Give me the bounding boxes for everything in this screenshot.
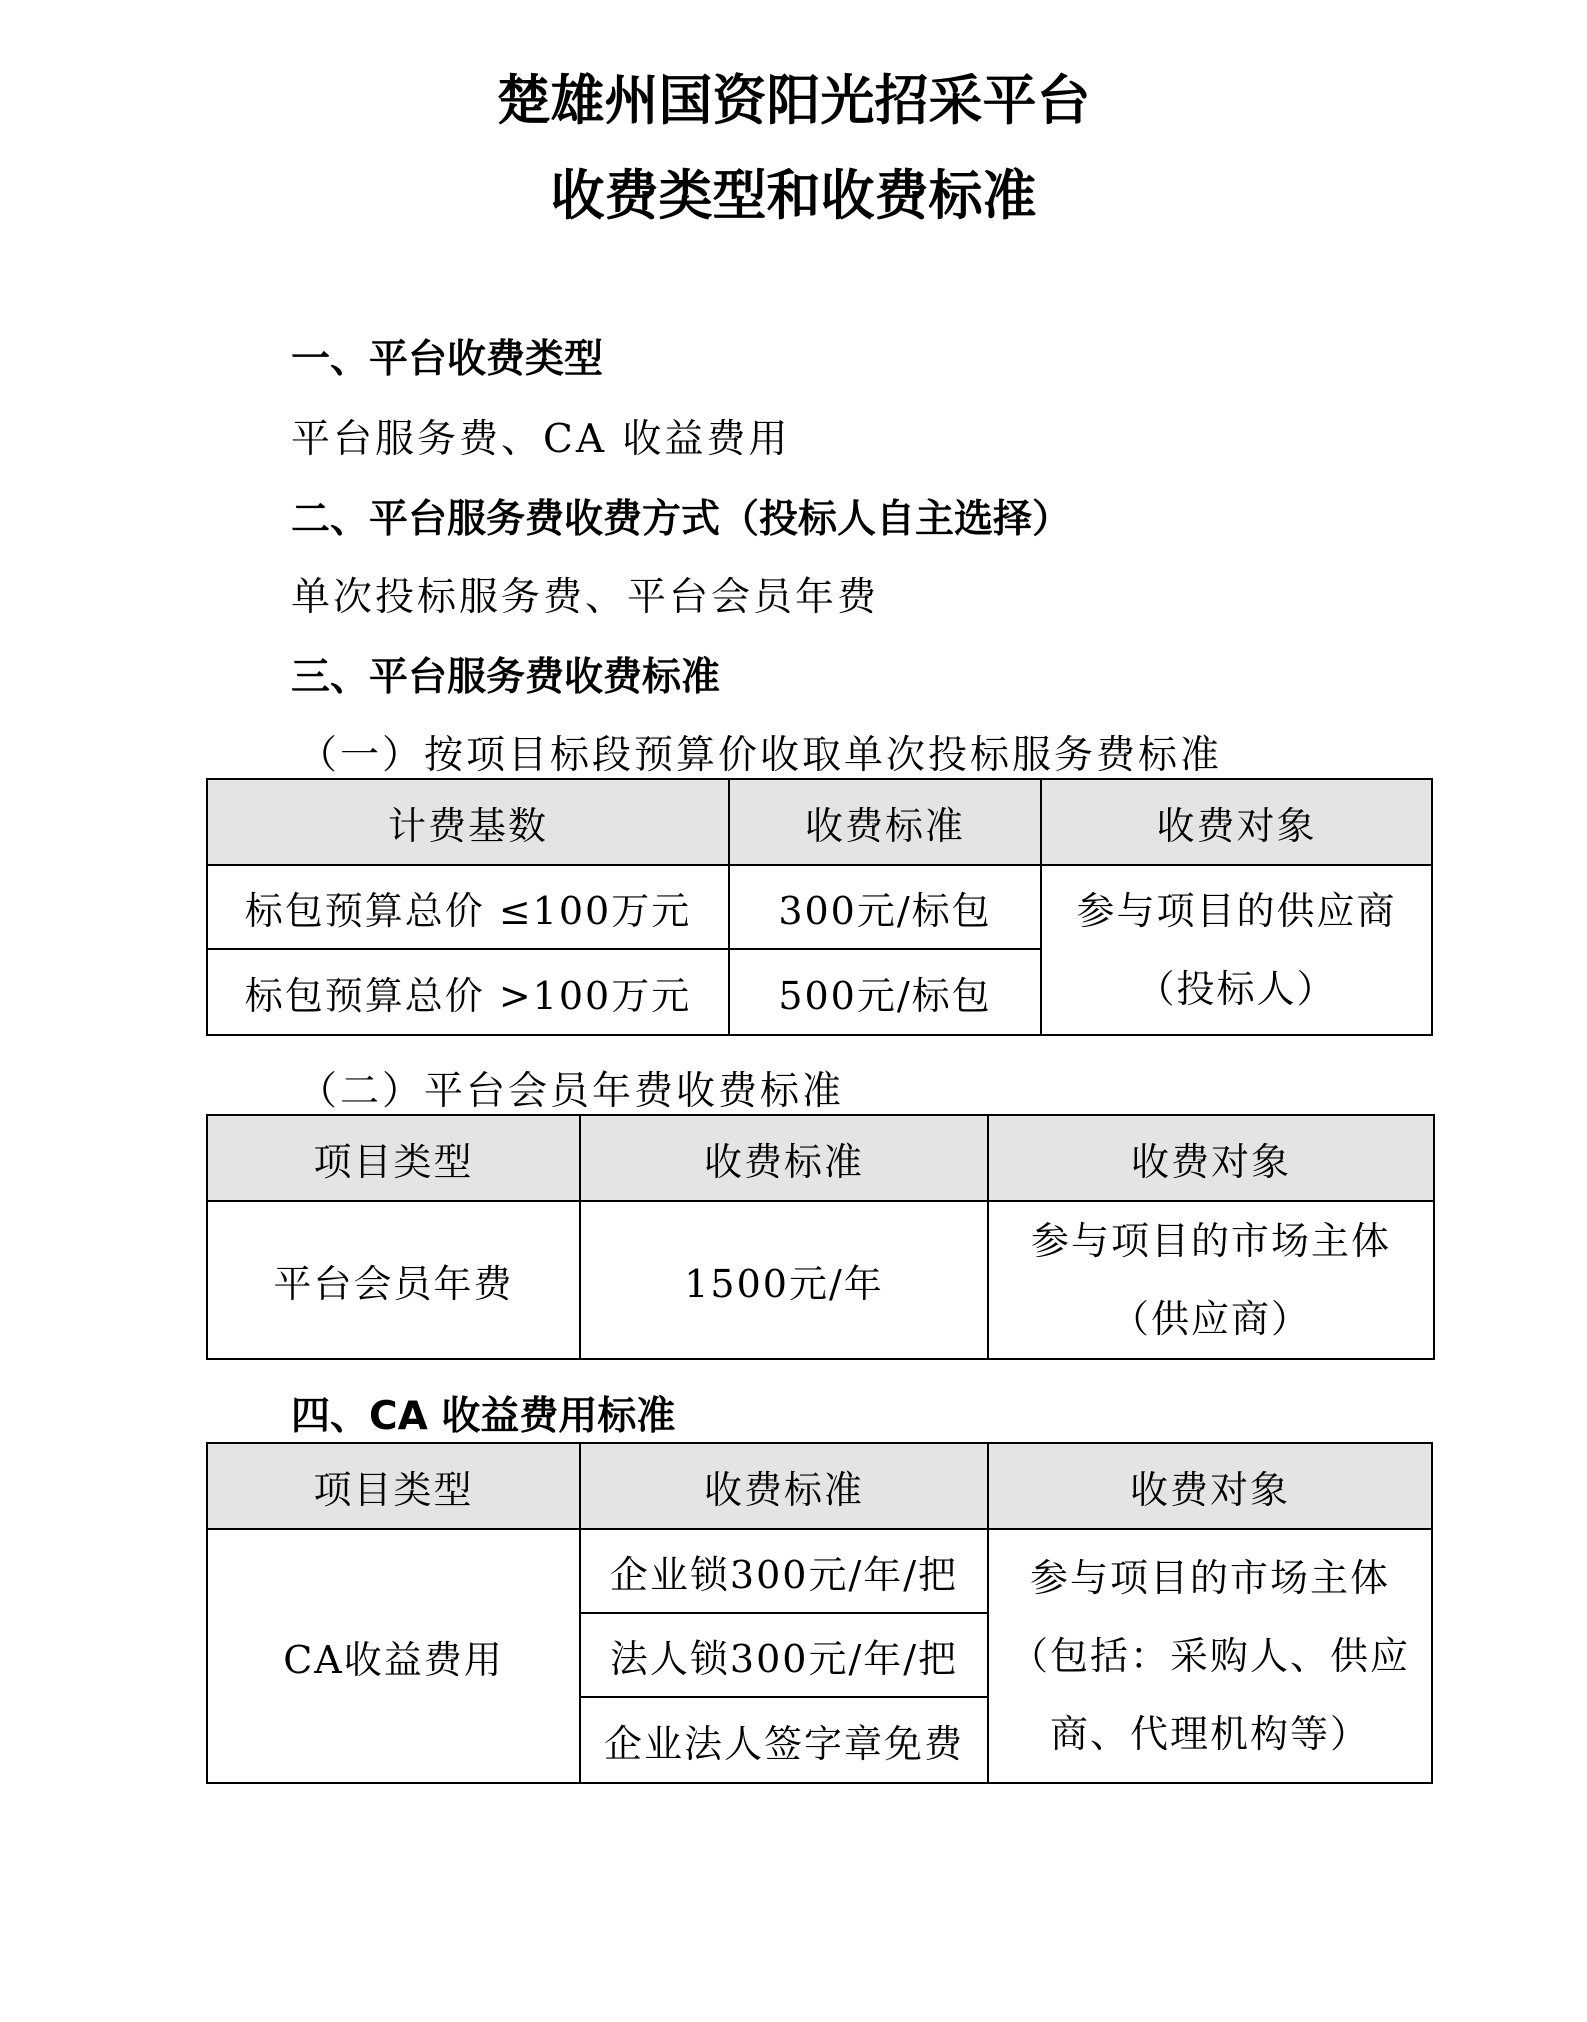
table1-header-target: 收费对象: [1041, 779, 1432, 865]
table2-fee: 1500元/年: [580, 1201, 988, 1359]
document-title-line2: 收费类型和收费标准: [550, 164, 1037, 227]
table1-target-cell: [1041, 865, 1432, 1035]
section1-heading: 一、平台收费类型: [291, 337, 604, 382]
table1-row1-base: 标包预算总价 ≤100万元: [207, 865, 729, 949]
table2-type: 平台会员年费: [207, 1201, 580, 1359]
table1-row2-fee: 500元/标包: [729, 949, 1041, 1035]
section3-sub1: （一）按项目标段预算价收取单次投标服务费标准: [298, 733, 1223, 778]
table1-header-base: 计费基数: [207, 779, 729, 865]
table3-fee-1: 企业锁300元/年/把: [580, 1529, 988, 1613]
table2-target-line2: （供应商）: [1110, 1297, 1311, 1341]
table3-header-fee: 收费标准: [580, 1443, 988, 1529]
table1-row2-base: 标包预算总价 >100万元: [207, 949, 729, 1035]
table3-type: CA收益费用: [207, 1529, 580, 1783]
table1-header-fee: 收费标准: [729, 779, 1041, 865]
table3-target-cell: [988, 1529, 1432, 1783]
section1-body: 平台服务费、CA 收益费用: [291, 417, 791, 462]
table3-header-target: 收费对象: [988, 1443, 1432, 1529]
table2-header-target: 收费对象: [988, 1115, 1434, 1201]
table3-header-type: 项目类型: [207, 1443, 580, 1529]
table1-target-line2: （投标人）: [1136, 967, 1337, 1011]
section3-sub2: （二）平台会员年费收费标准: [298, 1069, 845, 1114]
table1-row1-fee: 300元/标包: [729, 865, 1041, 949]
section3-heading: 三、平台服务费收费标准: [291, 655, 721, 700]
table3-fee-3: 企业法人签字章免费: [580, 1697, 988, 1783]
table2-target-cell: [988, 1201, 1434, 1359]
section4-heading: 四、CA 收益费用标准: [291, 1394, 676, 1439]
table1-target-line1: 参与项目的供应商: [1076, 889, 1397, 933]
table2-target-line1: 参与项目的市场主体: [1030, 1219, 1391, 1263]
member-fee-table: [206, 1114, 1435, 1360]
table3-fee-2: 法人锁300元/年/把: [580, 1613, 988, 1697]
ca-fee-table: [206, 1442, 1433, 1784]
table2-header-type: 项目类型: [207, 1115, 580, 1201]
bid-fee-table: [206, 778, 1433, 1036]
table3-target-line1: 参与项目的市场主体: [1029, 1556, 1390, 1600]
table2-header-fee: 收费标准: [580, 1115, 988, 1201]
document-title-line1: 楚雄州国资阳光招采平台: [496, 69, 1091, 132]
table3-target-line3: 商、代理机构等）: [1049, 1712, 1370, 1756]
table3-target-line2: （包括：采购人、供应: [1009, 1634, 1410, 1678]
section2-heading: 二、平台服务费收费方式（投标人自主选择）: [291, 497, 1072, 542]
section2-body: 单次投标服务费、平台会员年费: [291, 575, 880, 620]
